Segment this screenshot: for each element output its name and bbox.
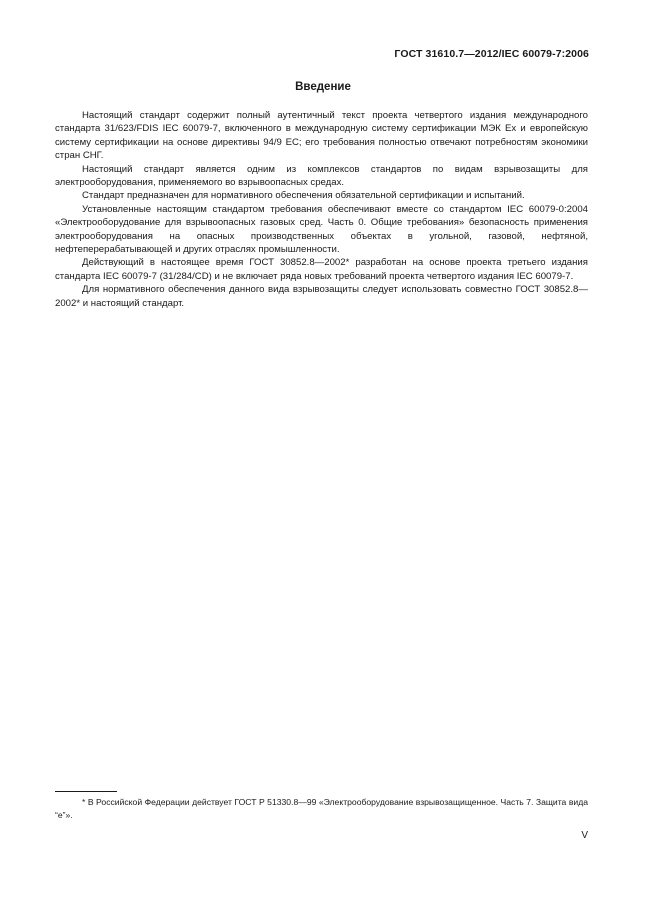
document-code: ГОСТ 31610.7—2012/IEC 60079-7:2006 xyxy=(394,48,589,60)
paragraph: Установленные настоящим стандартом требования обеспечивают вместе со стандартом IEC 60079-0:2004 «Электрооборудование для взрывоопасных газовых сред. Часть 0. Общие требования» безопасность применения электрооборудования на опасных производственных объектах в угольной, газовой, нефтяной, нефтеперерабатывающей и других отраслях промышленности. xyxy=(55,203,588,256)
section-title: Введение xyxy=(295,81,351,93)
paragraph: Стандарт предназначен для нормативного обеспечения обязательной сертификации и испытаний. xyxy=(82,190,525,202)
page-number: V xyxy=(581,830,588,841)
footnote: * В Российской Федерации действует ГОСТ Р 51330.8—99 «Электрооборудование взрывозащищенное. Часть 7. Защита вида “e”». xyxy=(55,797,588,820)
footnote-divider xyxy=(55,791,117,792)
paragraph: Настоящий стандарт содержит полный аутентичный текст проекта четвертого издания международного стандарта 31/623/FDIS IEC 60079-7, включенного в международную систему сертификации МЭК Ex и европейскую систему сертификации на основе директивы 94/9 ЕС; его требования полностью отвечают потребностям экономики стран СНГ. xyxy=(55,110,588,162)
paragraph: Настоящий стандарт является одним из комплексов стандартов по видам взрывозащиты для электрооборудования, применяемого во взрывоопасных средах. xyxy=(55,163,588,189)
paragraph: Для нормативного обеспечения данного вида взрывозащиты следует использовать совместно ГОСТ 30852.8—2002* и настоящий стандарт. xyxy=(55,284,588,309)
paragraph: Действующий в настоящее время ГОСТ 30852.8—2002* разработан на основе проекта третьего издания стандарта IEC 60079-7 (31/284/CD) и не включает ряда новых требований проекта четвертого издания IEC 60079-7. xyxy=(55,257,588,282)
section-body xyxy=(55,109,588,310)
